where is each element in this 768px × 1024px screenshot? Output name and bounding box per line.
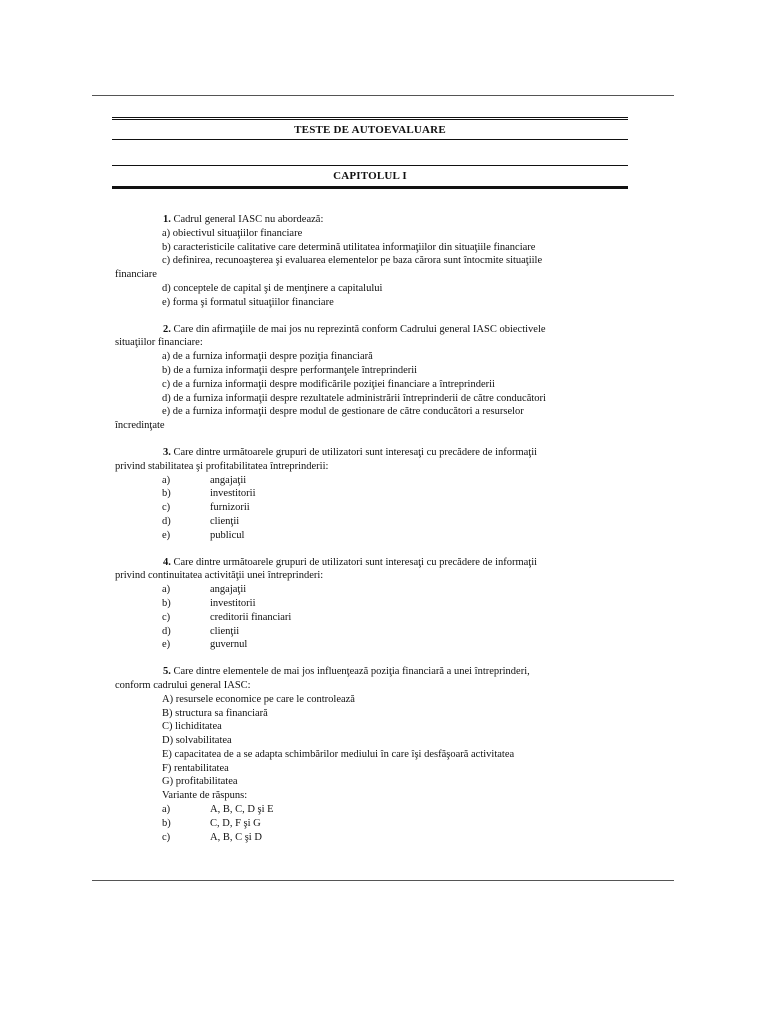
option: b) de a furniza informaţii despre performanţele întreprinderii xyxy=(162,364,418,376)
option: D) solvabilitatea xyxy=(162,735,232,747)
option: F) rentabilitatea xyxy=(162,762,229,774)
option: c) de a furniza informaţii despre modificările poziţiei financiare a întreprinderii xyxy=(162,378,495,390)
option: b) caracteristicile calitative care determină utilitatea informaţiilor din situaţiile financiare xyxy=(162,241,536,253)
question-1 xyxy=(115,213,627,310)
question-stem: Care dintre următoarele grupuri de utilizatori sunt interesaţi cu precădere de informaţii xyxy=(173,446,538,458)
question-number: 2. xyxy=(163,323,171,335)
list-item: c) furnizorii xyxy=(162,502,250,514)
list-item: d) clienţii xyxy=(162,515,240,527)
option: G) profitabilitatea xyxy=(162,776,238,788)
list-item: e) publicul xyxy=(162,529,245,541)
question-stem-cont: situaţiilor financiare: xyxy=(115,337,203,349)
option: E) capacitatea de a se adapta schimbărilor mediului în care îşi desfăşoară activitatea xyxy=(162,748,515,760)
option: A) resursele economice pe care le controlează xyxy=(162,693,355,705)
question-number: 4. xyxy=(163,556,171,568)
question-number: 1. xyxy=(163,214,171,225)
list-item: e) guvernul xyxy=(162,639,248,651)
questions-list xyxy=(115,213,627,857)
answer-variant: b) C, D, F şi G xyxy=(162,817,261,829)
list-item: d) clienţii xyxy=(162,625,240,637)
chapter-title: CAPITOLUL I xyxy=(112,165,628,189)
option: B) structura sa financiară xyxy=(162,707,268,719)
question-stem-cont: privind stabilitatea şi profitabilitatea întreprinderii: xyxy=(115,460,329,472)
bottom-rule xyxy=(92,880,674,881)
question-2 xyxy=(115,323,627,433)
answer-variant: c) A, B, C şi D xyxy=(162,831,262,843)
list-item: c) creditorii financiari xyxy=(162,611,292,623)
option: e) forma şi formatul situaţiilor financiare xyxy=(162,296,334,308)
top-rule xyxy=(92,95,674,96)
question-stem: Care dintre următoarele grupuri de utilizatori sunt interesaţi cu precădere de informaţii xyxy=(173,556,538,568)
list-item: b) investitorii xyxy=(162,597,256,609)
question-4 xyxy=(115,556,627,653)
option: a) de a furniza informaţii despre poziţia financiară xyxy=(162,351,373,363)
list-item: a) angajaţii xyxy=(162,474,247,486)
question-5 xyxy=(115,665,627,844)
option: d) de a furniza informaţii despre rezultatele administrării întreprinderii de către conducători xyxy=(162,392,546,404)
option: e) de a furniza informaţii despre modul de gestionare de către conducători a resurselor încredinţate xyxy=(115,406,524,432)
question-number: 5. xyxy=(163,666,171,678)
option: d) conceptele de capital şi de menţinere a capitalului xyxy=(162,282,383,294)
answer-variants-label: Variante de răspuns: xyxy=(162,790,248,802)
list-item: a) angajaţii xyxy=(162,584,247,596)
answer-variant: a) A, B, C, D şi E xyxy=(162,804,274,816)
question-stem: Care din afirmaţiile de mai jos nu reprezintă conform Cadrului general IASC obiectivele xyxy=(173,323,546,335)
question-3 xyxy=(115,446,627,543)
list-item: b) investitorii xyxy=(162,488,256,500)
question-stem: Cadrul general IASC nu abordează: xyxy=(173,214,324,225)
question-stem: Care dintre elementele de mai jos influenţează poziţia financiară a unei întreprinderi, xyxy=(173,666,530,678)
question-stem-cont: privind continuitatea activităţii unei întreprinderi: xyxy=(115,570,324,582)
question-number: 3. xyxy=(163,446,171,458)
option: a) obiectivul situaţiilor financiare xyxy=(162,227,303,239)
question-stem-cont: conform cadrului general IASC: xyxy=(115,679,251,691)
page-title: TESTE DE AUTOEVALUARE xyxy=(112,117,628,140)
option: c) definirea, recunoaşterea şi evaluarea elementelor pe baza cărora sunt întocmite situaţiile financiare xyxy=(115,255,543,281)
option: C) lichiditatea xyxy=(162,721,222,733)
